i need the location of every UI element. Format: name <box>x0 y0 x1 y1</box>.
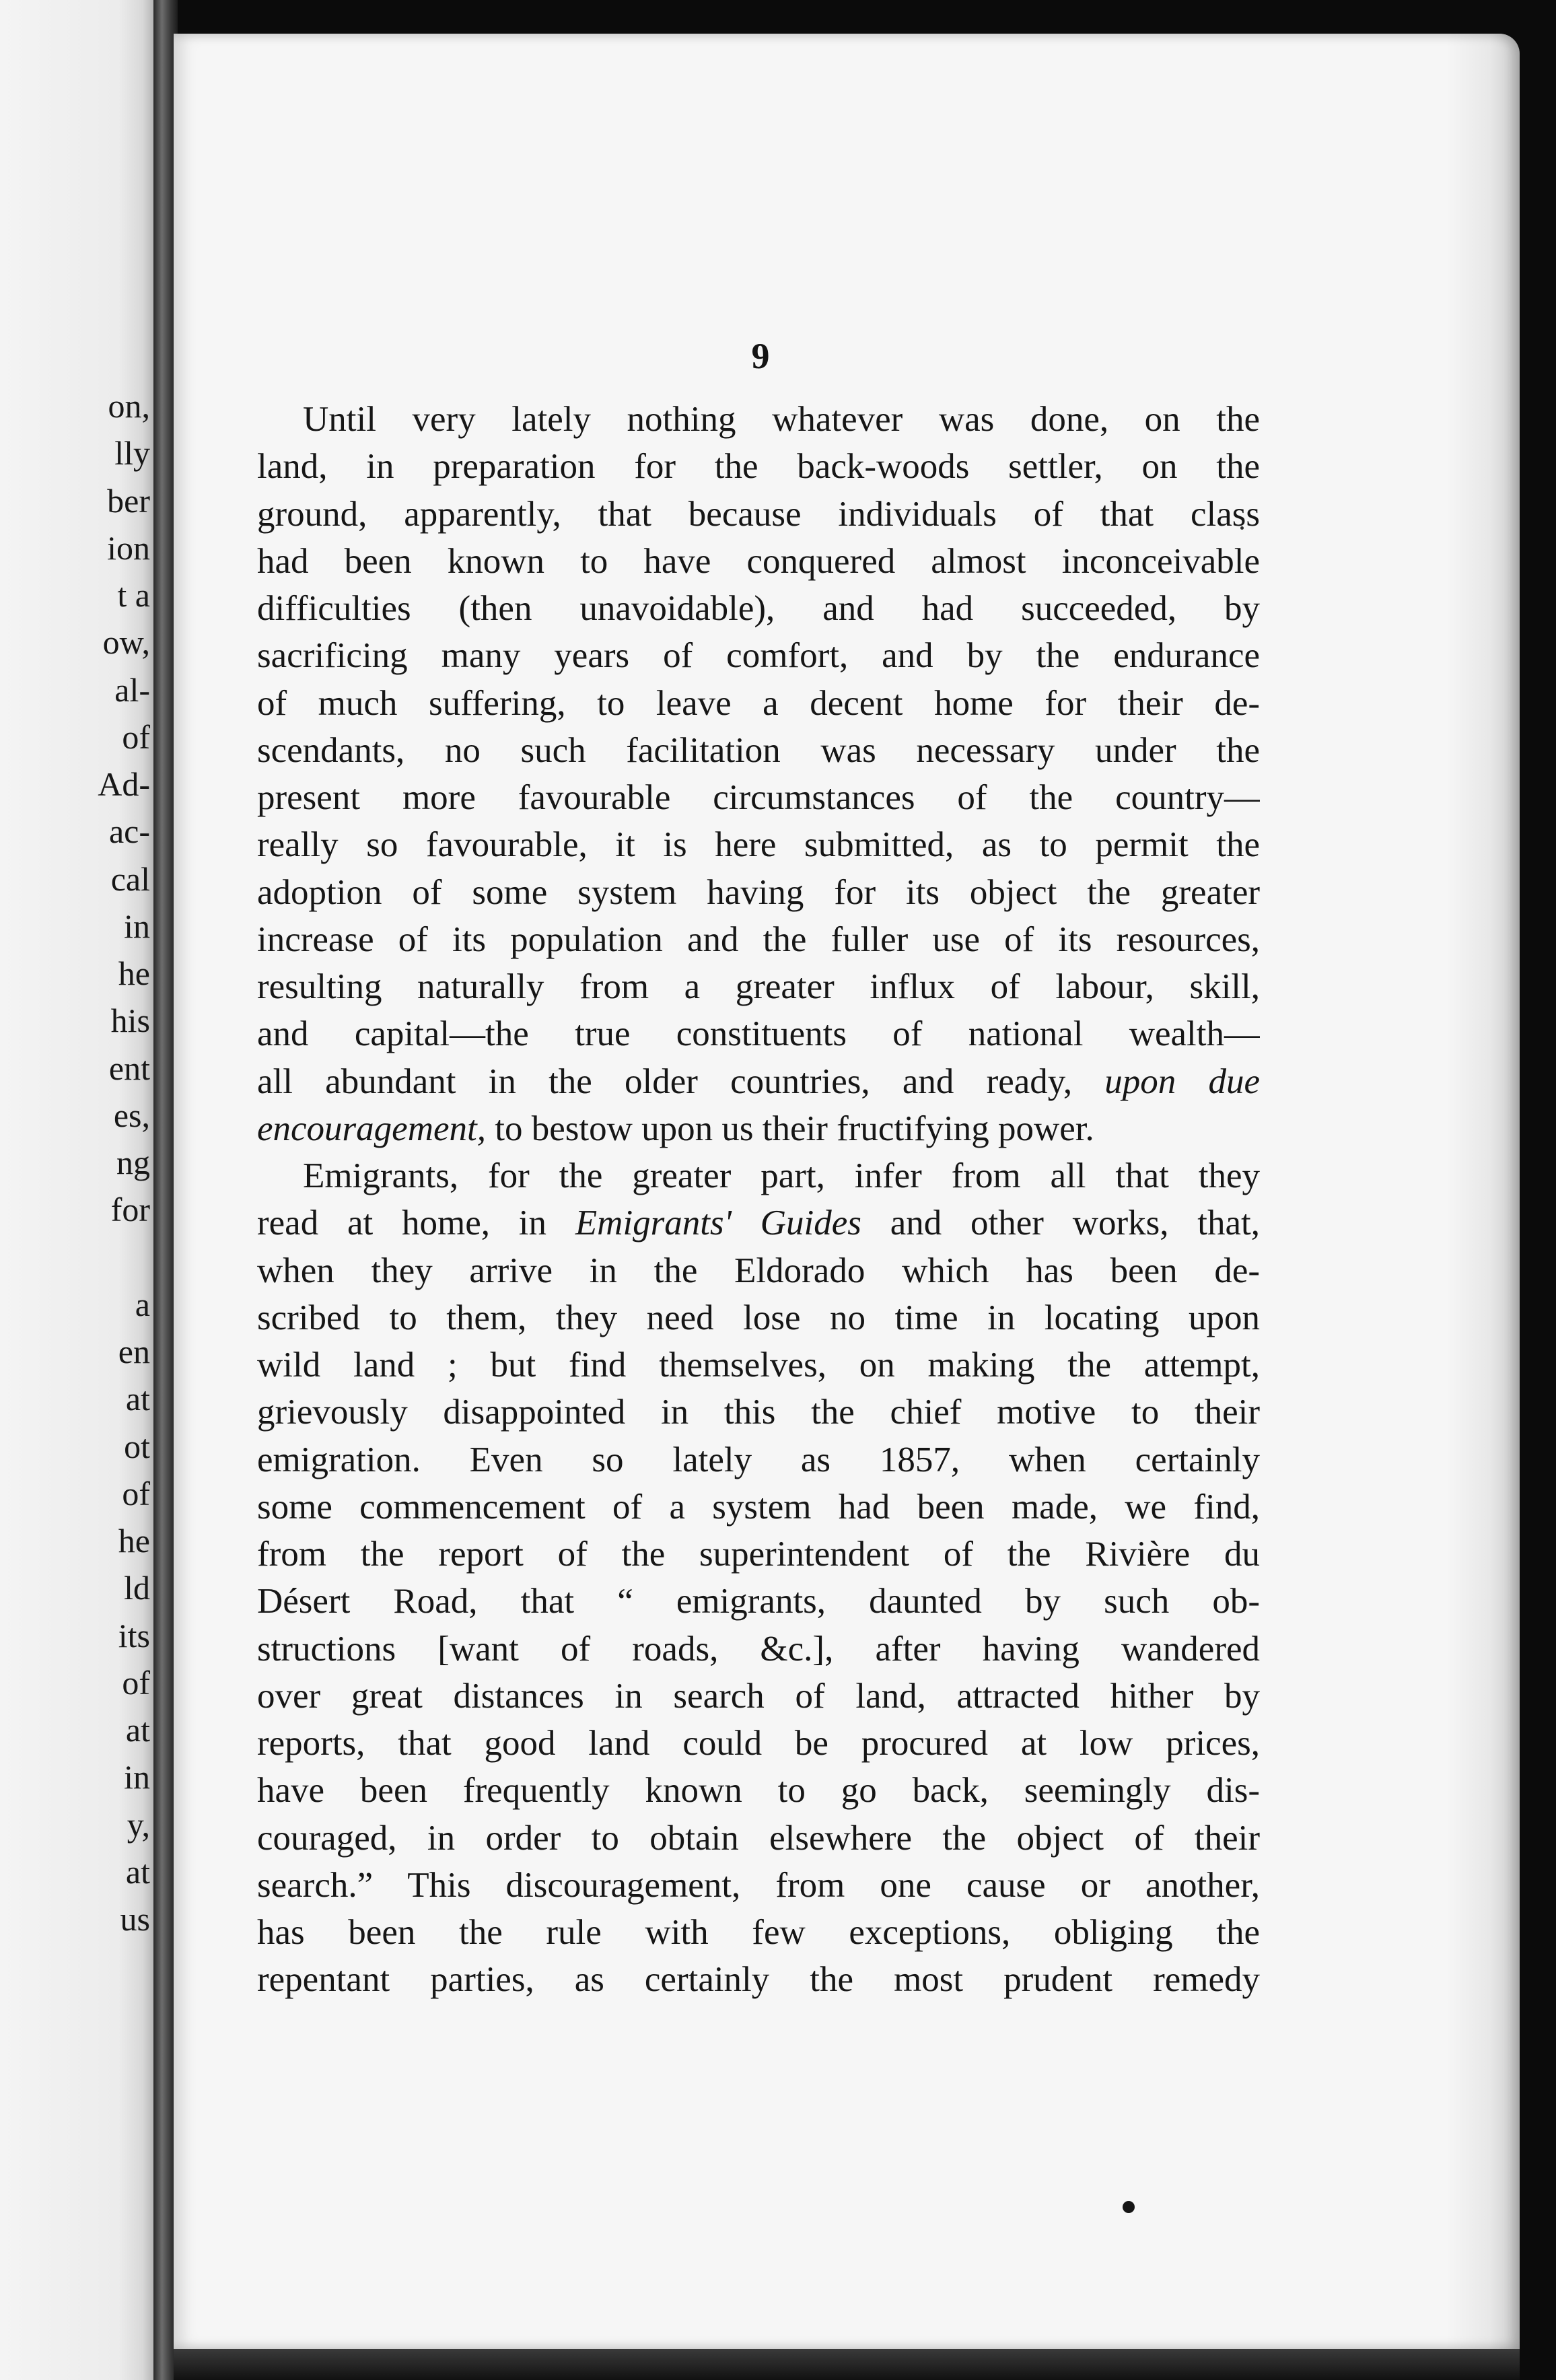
left-page-fragment: on, <box>108 387 150 425</box>
emphasis-text: encouragement, <box>257 1109 486 1148</box>
text-line: has been the rule with few exceptions, obliging the <box>257 1913 1260 1952</box>
left-page-fragment: Ad- <box>98 765 150 803</box>
left-page-fragment: ow, <box>102 623 150 662</box>
text-line: really so favourable, it is here submitted, as to permit the <box>257 825 1260 865</box>
body-text <box>257 396 1260 2004</box>
text-line: have been frequently known to go back, seemingly dis- <box>257 1771 1260 1811</box>
left-page-fragment: its <box>118 1616 150 1654</box>
left-page-fragment: y, <box>127 1805 150 1844</box>
left-page-fragment: es, <box>113 1096 150 1134</box>
left-facing-page <box>0 0 158 2380</box>
left-page-fragment: ng <box>116 1144 150 1181</box>
text-line: and capital—the true constituents of national wealth— <box>257 1014 1260 1054</box>
text-line: had been known to have conquered almost inconceivable <box>257 541 1260 581</box>
left-page-fragment: al- <box>114 670 150 709</box>
text-line: structions [want of roads, &c.], after having wandered <box>257 1629 1260 1669</box>
text-line: adoption of some system having for its object the greater <box>257 872 1260 912</box>
text-line: search.” This discouragement, from one cause or another, <box>257 1865 1260 1905</box>
text-line: land, in preparation for the back-woods settler, on the <box>257 447 1260 487</box>
left-page-fragment: he <box>118 1522 150 1560</box>
right-page <box>174 34 1520 2349</box>
left-page-fragment: ot <box>124 1427 150 1465</box>
left-page-fragment: his <box>110 1002 150 1040</box>
text-line-segment: read at home, in <box>257 1203 547 1243</box>
text-line: some commencement of a system had been made, we find, <box>257 1487 1260 1527</box>
left-page-fragment: lly <box>114 434 150 473</box>
left-page-fragment: ber <box>107 481 150 520</box>
left-page-fragment: at <box>125 1852 150 1891</box>
left-page-fragment: ent <box>108 1049 150 1087</box>
text-line: reports, that good land could be procured at low prices, <box>257 1724 1260 1763</box>
text-line: ground, apparently, that because individuals of that class <box>257 494 1260 534</box>
text-line-segment: and other works, that, <box>890 1203 1260 1243</box>
left-page-fragment: a <box>135 1285 150 1323</box>
left-page-fragment: in <box>124 1758 150 1796</box>
emphasis-text: Emigrants' Guides <box>575 1203 861 1243</box>
text-line: of much suffering, to leave a decent home for their de- <box>257 683 1260 723</box>
text-line <box>257 1199 1260 1247</box>
text-line: grievously disappointed in this the chief motive to their <box>257 1393 1260 1432</box>
text-line: Emigrants, for the greater part, infer from all that they <box>303 1156 1260 1195</box>
text-line: Désert Road, that “ emigrants, daunted by such ob- <box>257 1582 1260 1621</box>
left-page-fragment: of <box>122 1474 150 1512</box>
emphasis-text: upon due <box>1104 1061 1260 1101</box>
text-line: Until very lately nothing whatever was done, on the <box>303 400 1260 439</box>
text-line: sacrificing many years of comfort, and by the endurance <box>257 636 1260 676</box>
left-page-fragment: ion <box>107 528 150 567</box>
left-page-fragment: for <box>110 1191 150 1229</box>
left-page-fragment: he <box>118 954 150 992</box>
text-line <box>257 1105 1260 1152</box>
text-line: repentant parties, as certainly the most prudent remedy <box>257 1960 1260 2000</box>
left-page-fragment: of <box>122 718 150 756</box>
text-line: scendants, no such facilitation was necessary under the <box>257 730 1260 770</box>
text-line: emigration. Even so lately as 1857, when certainly <box>257 1440 1260 1479</box>
text-line: difficulties (then unavoidable), and had succeeded, by <box>257 589 1260 628</box>
left-page-fragment: in <box>124 907 150 945</box>
text-line: wild land ; but find themselves, on making the attempt, <box>257 1345 1260 1385</box>
left-page-fragment: us <box>120 1900 150 1938</box>
text-line: from the report of the superintendent of the Rivière du <box>257 1535 1260 1574</box>
text-line: increase of its population and the fuller use of its resources, <box>257 919 1260 959</box>
left-page-fragment: cal <box>110 860 150 898</box>
text-line: present more favourable circumstances of the country— <box>257 778 1260 817</box>
text-line-segment: all abundant in the older countries, and ready, <box>257 1061 1073 1101</box>
left-page-fragment: en <box>118 1333 150 1370</box>
scan-bottom-edge <box>174 2349 1520 2380</box>
text-line: when they arrive in the Eldorado which has been de- <box>257 1251 1260 1290</box>
page-number: 9 <box>751 336 770 376</box>
page-edge-shadow <box>1446 34 1520 2349</box>
text-line: couraged, in order to obtain elsewhere the object of their <box>257 1818 1260 1858</box>
left-page-fragment: at <box>125 1711 150 1749</box>
text-line <box>257 1058 1260 1105</box>
text-line-segment: to bestow upon us their fructifying power. <box>495 1109 1094 1148</box>
left-page-fragment: of <box>122 1663 150 1702</box>
text-line: resulting naturally from a greater influx of labour, skill, <box>257 967 1260 1006</box>
text-line: scribed to them, they need lose no time in locating upon <box>257 1298 1260 1337</box>
text-line: over great distances in search of land, attracted hither by <box>257 1676 1260 1716</box>
left-page-fragment: at <box>125 1380 150 1418</box>
ink-dot <box>1123 2201 1135 2213</box>
left-page-fragment: t a <box>117 576 150 614</box>
left-page-fragment: ac- <box>108 812 150 851</box>
left-page-fragment: ld <box>124 1569 150 1607</box>
